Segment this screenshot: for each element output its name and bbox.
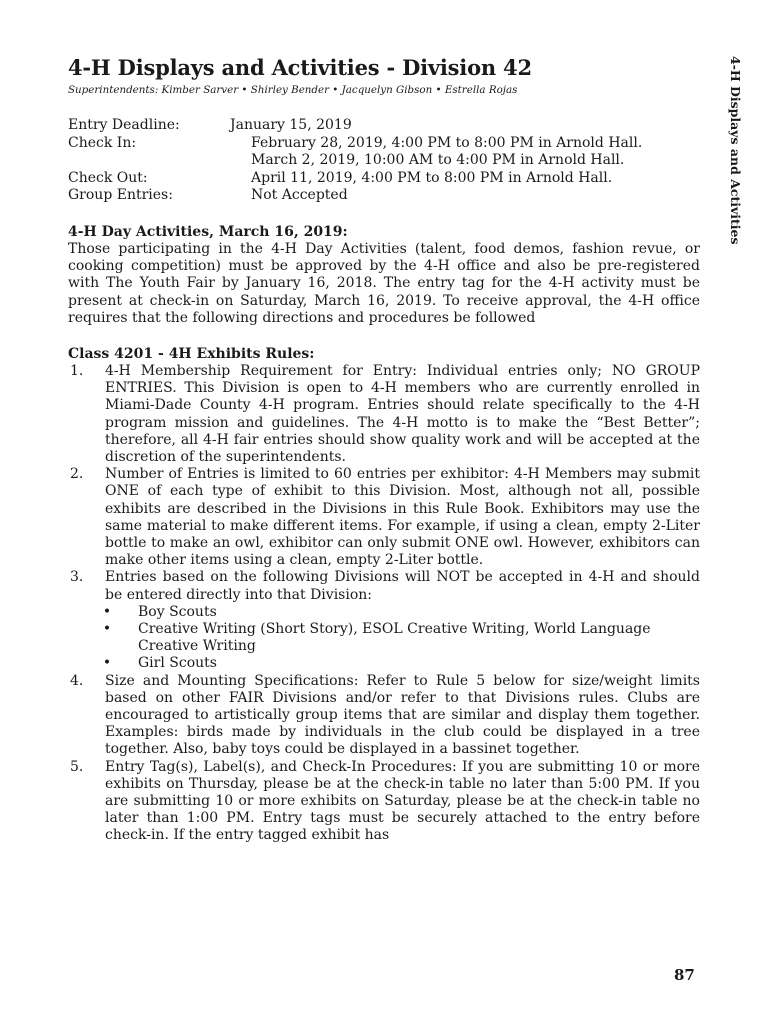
side-tab-label: 4-H Displays and Activities [728,56,743,245]
list-item [68,655,700,672]
page-title: 4-H Displays and Activities - Division 42 [68,55,532,80]
rule-number: 3. [70,569,84,586]
rule-text: Entries based on the following Divisions will NOT be accepted in 4-H and should be entered directly into that Division: [105,569,700,603]
info-value: April 11, 2019, 4:00 PM to 8:00 PM in Arnold Hall. [251,169,613,186]
bullet-text: Girl Scouts [138,655,217,672]
rule-number: 2. [70,466,84,483]
rule-text: 4-H Membership Requirement for Entry: Individual entries only; NO GROUP ENTRIES. This Division is open to 4-H members who are currently enrolled in Miami-Dade County 4-H program. Entries should relate specifically to the 4-H program mission and guidelines. The 4-H motto is to make the “Best Better”; therefore, all 4-H fair entries should show quality work and will be accepted at the discretion of the superintendents. [105,362,700,465]
superintendents-line: Superintendents: Kimber Sarver • Shirley Bender • Jacquelyn Gibson • Estrella Rojas [68,84,518,96]
info-row-check-in [68,135,700,170]
info-label: Check In: [68,134,137,151]
bullet-icon: • [102,655,112,672]
rule-number: 1. [70,362,84,379]
info-row-group-entries [68,187,700,205]
bullet-text: Boy Scouts [138,603,217,620]
activities-paragraph: Those participating in the 4-H Day Activities (talent, food demos, fashion revue, or cooking competition) must be approved by the 4-H office and also be pre-registered with The Youth Fair by January 16, 2018. The entry tag for the 4-H activity must be present at check-in on Saturday, March 16, 2019. To receive approval, the 4-H office requires that the following directions and procedures be followed [68,240,700,326]
rule-item [68,569,700,603]
rule-text: Entry Tag(s), Label(s), and Check-In Procedures: If you are submitting 10 or more exhibits on Thursday, please be at the check-in table no later than 5:00 PM. If you are submitting 10 or more exhibits on Saturday, please be at the check-in table no later than 1:00 PM. Entry tags must be securely attached to the entry before check-in. If the entry tagged exhibit has [105,758,700,844]
info-label: Group Entries: [68,187,173,204]
page-number: 87 [674,966,695,984]
list-item [68,621,700,655]
info-value: Not Accepted [251,187,348,204]
bullet-icon: • [102,603,112,620]
bullet-text: Creative Writing (Short Story), ESOL Creative Writing, World Language Creative Writing [138,621,651,655]
rule-item [68,759,700,845]
rule-item [68,466,700,569]
rule-item [68,673,700,759]
info-value: January 15, 2019 [230,117,352,133]
excluded-divisions-list [68,604,700,673]
rule-text: Number of Entries is limited to 60 entries per exhibitor: 4-H Members may submit ONE of each type of exhibit to this Division. Most, although not all, possible exhibits are described in the Divisions in this Rule Book. Exhibitors may use the same material to make different items. For example, if using a clean, empty 2-Liter bottle to make an owl, exhibitor can only submit ONE owl. However, exhibitors can make other items using a clean, empty 2-Liter bottle. [105,466,700,569]
rule-number: 5. [70,758,84,775]
info-table [68,117,700,205]
info-row-check-out [68,170,700,188]
info-row-entry-deadline [68,117,700,135]
document-page [68,54,700,845]
rules-heading: Class 4201 - 4H Exhibits Rules: [68,345,315,362]
rule-item [68,363,700,466]
activities-heading: 4-H Day Activities, March 16, 2019: [68,223,348,240]
info-label: Check Out: [68,169,148,186]
info-value: February 28, 2019, 4:00 PM to 8:00 PM in Arnold Hall. [251,134,643,151]
rules-list [68,363,700,845]
rule-text: Size and Mounting Specifications: Refer to Rule 5 below for size/weight limits based on other FAIR Divisions and/or refer to that Divisions rules. Clubs are encouraged to artistically group items that are similar and display them together. Examples: birds made by individuals in the club could be displayed in a tree together. Also, baby toys could be displayed in a bassinet together. [105,672,700,758]
list-item [68,604,700,621]
bullet-icon: • [102,621,112,638]
info-value: March 2, 2019, 10:00 AM to 4:00 PM in Arnold Hall. [251,152,625,169]
rule-number: 4. [70,672,84,689]
info-label: Entry Deadline: [68,117,180,133]
